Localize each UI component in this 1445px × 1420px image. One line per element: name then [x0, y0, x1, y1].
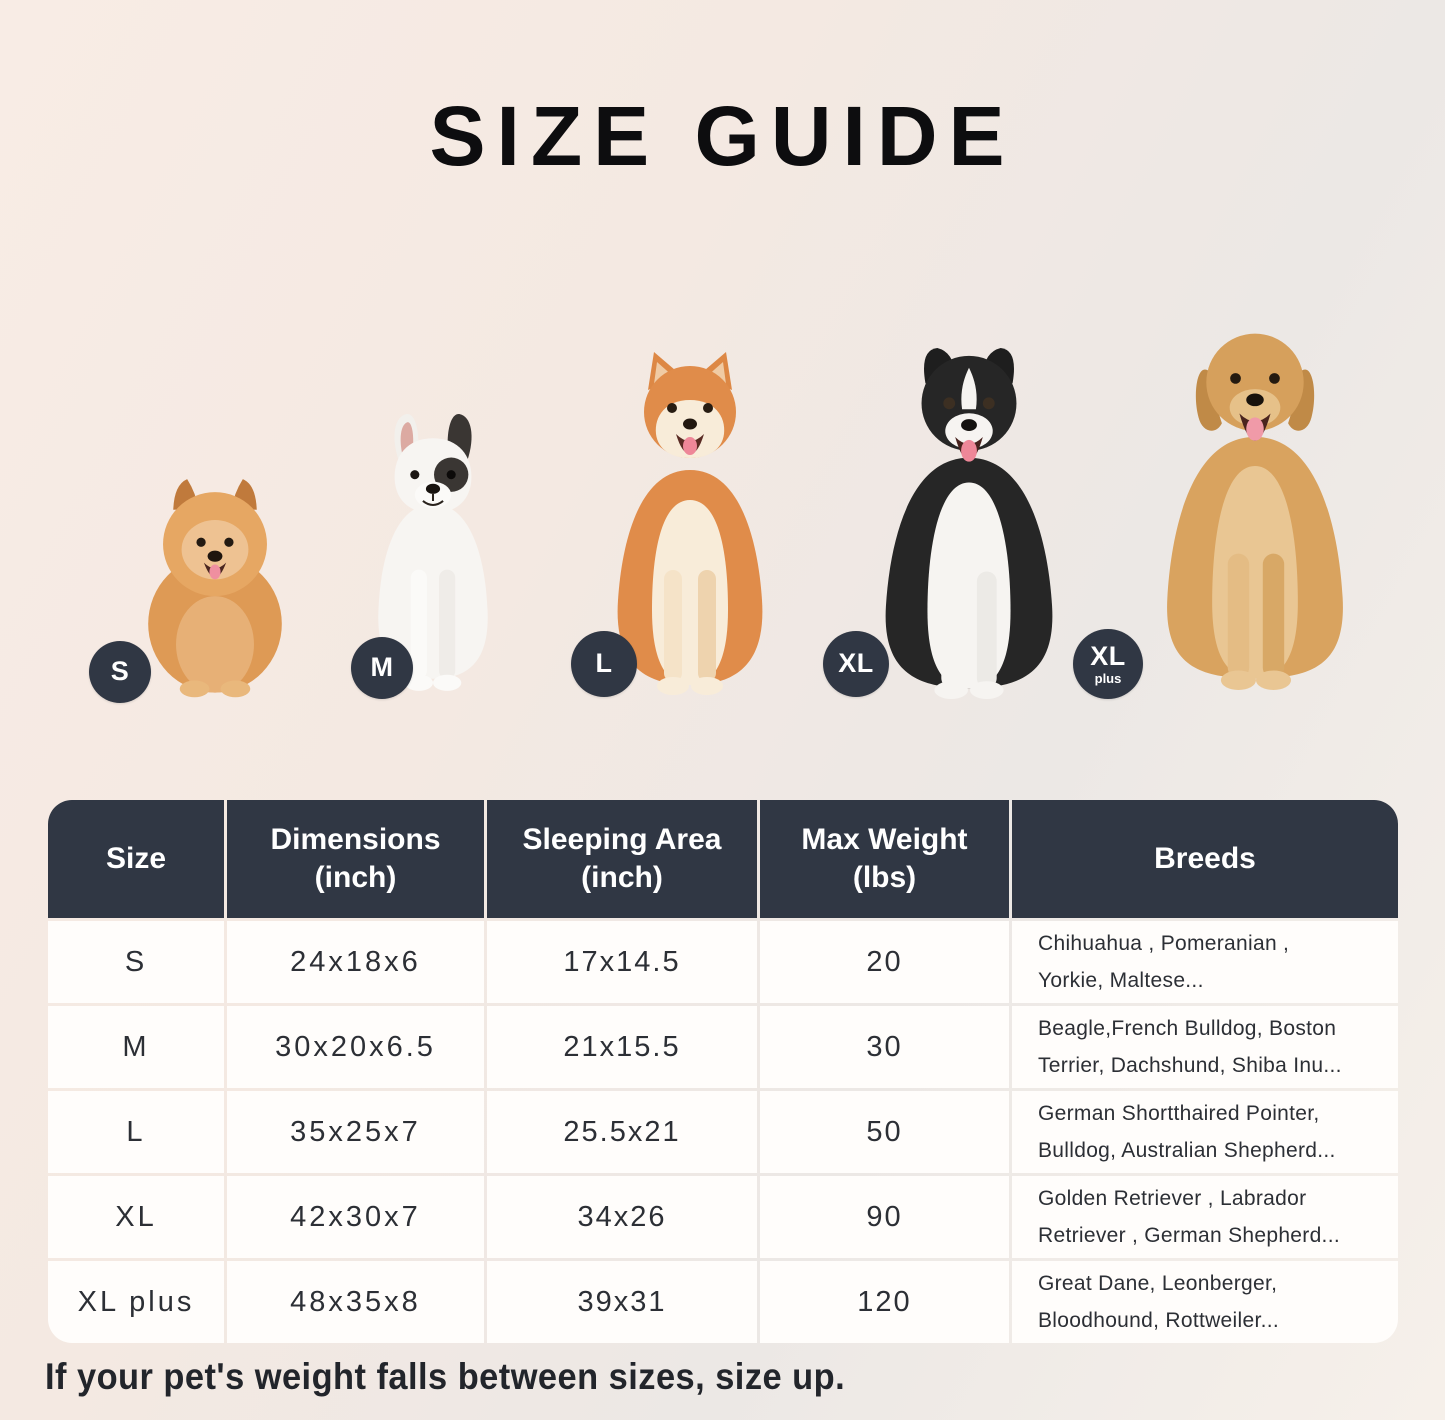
golden-retriever-illustration: [1138, 320, 1372, 690]
column-header-sleeping-area: [487, 800, 757, 918]
breeds-line1: Golden Retriever , Labrador: [1038, 1187, 1307, 1210]
size-badge-sublabel: plus: [1094, 671, 1122, 686]
cell-size: S: [48, 921, 224, 1003]
header-line2: (inch): [581, 861, 663, 894]
breeds-line1: Great Dane, Leonberger,: [1038, 1272, 1278, 1295]
cell-breeds: [1012, 921, 1398, 1003]
breeds-line2: Retriever , German Shepherd...: [1038, 1224, 1340, 1247]
cell-max-weight: 90: [760, 1176, 1009, 1258]
breeds-line1: Beagle,French Bulldog, Boston: [1038, 1017, 1337, 1040]
cell-sleeping-area: 17x14.5: [487, 921, 757, 1003]
cell-dimensions: 30x20x6.5: [227, 1006, 484, 1088]
size-badge-label: XL: [838, 647, 874, 678]
size-badge-s: [89, 641, 151, 703]
cell-dimensions: 42x30x7: [227, 1176, 484, 1258]
cell-breeds: [1012, 1091, 1398, 1173]
cell-breeds: [1012, 1006, 1398, 1088]
size-badge-label: XL: [1090, 641, 1126, 671]
header-line2: (lbs): [852, 861, 917, 894]
border-collie-illustration: [860, 344, 1078, 700]
cell-size: L: [48, 1091, 224, 1173]
golden-retriever-photo: [1138, 320, 1372, 690]
cell-breeds: [1012, 1261, 1398, 1343]
cell-size: XL: [48, 1176, 224, 1258]
size-badge-label: M: [370, 651, 394, 682]
breeds-line1: Chihuahua , Pomeranian ,: [1038, 932, 1290, 955]
cell-max-weight: 120: [760, 1261, 1009, 1343]
cell-max-weight: 30: [760, 1006, 1009, 1088]
cell-dimensions: 35x25x7: [227, 1091, 484, 1173]
cell-sleeping-area: 25.5x21: [487, 1091, 757, 1173]
column-header-max-weight: [760, 800, 1009, 918]
cell-dimensions: 24x18x6: [227, 921, 484, 1003]
border-collie-photo: [860, 344, 1078, 700]
cell-breeds: [1012, 1176, 1398, 1258]
size-badge-label: S: [110, 655, 130, 686]
column-header-dimensions: [227, 800, 484, 918]
cell-size: XL plus: [48, 1261, 224, 1343]
column-header-size: [48, 800, 224, 918]
cell-max-weight: 50: [760, 1091, 1009, 1173]
header-line1: Dimensions: [270, 822, 441, 856]
cell-sleeping-area: 39x31: [487, 1261, 757, 1343]
breeds-line2: Yorkie, Maltese...: [1038, 969, 1204, 992]
header-line1: Size: [105, 841, 167, 875]
breeds-line2: Terrier, Dachshund, Shiba Inu...: [1038, 1054, 1342, 1077]
footer-note: If your pet's weight falls between sizes, size up.: [45, 1356, 846, 1397]
header-line1: Max Weight: [801, 822, 968, 856]
cell-sleeping-area: 21x15.5: [487, 1006, 757, 1088]
size-badge-m: [351, 637, 413, 699]
column-header-breeds: [1012, 800, 1398, 918]
size-badge-xl: [823, 631, 889, 697]
cell-dimensions: 48x35x8: [227, 1261, 484, 1343]
breeds-line2: Bulldog, Australian Shepherd...: [1038, 1139, 1336, 1162]
size-badge-label: L: [595, 647, 613, 678]
page-title: SIZE GUIDE: [429, 89, 1016, 183]
header-line2: (inch): [314, 861, 397, 894]
size-table: [48, 800, 1398, 1343]
cell-size: M: [48, 1006, 224, 1088]
size-badge-l: [571, 631, 637, 697]
cell-max-weight: 20: [760, 921, 1009, 1003]
size-badge-xl-plus: [1073, 629, 1143, 699]
header-line1: Breeds: [1154, 841, 1256, 875]
breeds-line2: Bloodhound, Rottweiler...: [1038, 1309, 1279, 1332]
header-line1: Sleeping Area: [522, 822, 722, 856]
breeds-line1: German Shortthaired Pointer,: [1038, 1102, 1320, 1125]
cell-sleeping-area: 34x26: [487, 1176, 757, 1258]
